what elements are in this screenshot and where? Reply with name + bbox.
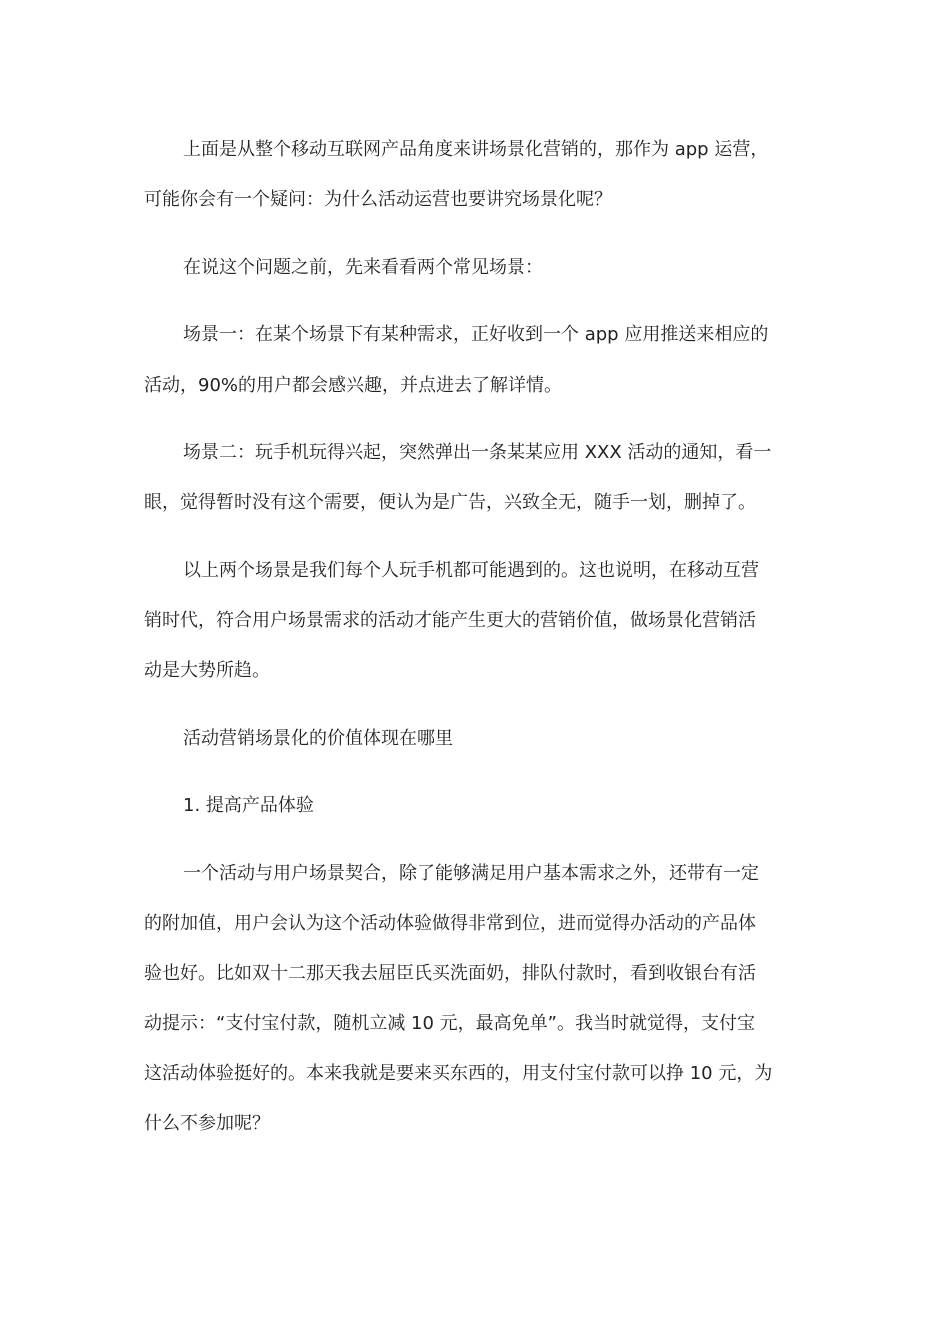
section-heading: 活动营销场景化的价值体现在哪里 [183, 728, 453, 749]
paragraph-5-line-2: 销时代，符合用户场景需求的活动才能产生更大的营销价值，做场景化营销活 [144, 610, 756, 631]
paragraph-6-line-2: 的附加值，用户会认为这个活动体验做得非常到位，进而觉得办活动的产品体 [144, 913, 756, 934]
paragraph-3-line-2: 活动，90%的用户都会感兴趣，并点进去了解详情。 [144, 375, 563, 396]
paragraph-6-line-6: 什么不参加呢？ [144, 1113, 270, 1134]
paragraph-1-line-2: 可能你会有一个疑问：为什么活动运营也要讲究场景化呢？ [144, 189, 612, 210]
paragraph-2-line-1: 在说这个问题之前，先来看看两个常见场景： [183, 257, 543, 278]
paragraph-5-line-1: 以上两个场景是我们每个人玩手机都可能遇到的。这也说明，在移动互营 [183, 560, 759, 581]
subheading-1: 1. 提高产品体验 [183, 795, 314, 816]
paragraph-1-line-1: 上面是从整个移动互联网产品角度来讲场景化营销的，那作为 app 运营， [183, 139, 769, 160]
paragraph-4-line-1: 场景二：玩手机玩得兴起，突然弹出一条某某应用 XXX 活动的通知，看一 [183, 442, 772, 463]
paragraph-6-line-1: 一个活动与用户场景契合，除了能够满足用户基本需求之外，还带有一定 [183, 863, 759, 884]
paragraph-5-line-3: 动是大势所趋。 [144, 660, 270, 681]
paragraph-6-line-5: 这活动体验挺好的。本来我就是要来买东西的，用支付宝付款可以挣 10 元，为 [144, 1063, 773, 1084]
paragraph-4-line-2: 眼，觉得暂时没有这个需要，便认为是广告，兴致全无，随手一划，删掉了。 [144, 492, 756, 513]
paragraph-6-line-4: 动提示：“支付宝付款，随机立减 10 元，最高免单”。我当时就觉得，支付宝 [144, 1013, 755, 1034]
paragraph-6-line-3: 验也好。比如双十二那天我去屈臣氏买洗面奶，排队付款时，看到收银台有活 [144, 963, 756, 984]
paragraph-3-line-1: 场景一：在某个场景下有某种需求，正好收到一个 app 应用推送来相应的 [183, 324, 769, 345]
